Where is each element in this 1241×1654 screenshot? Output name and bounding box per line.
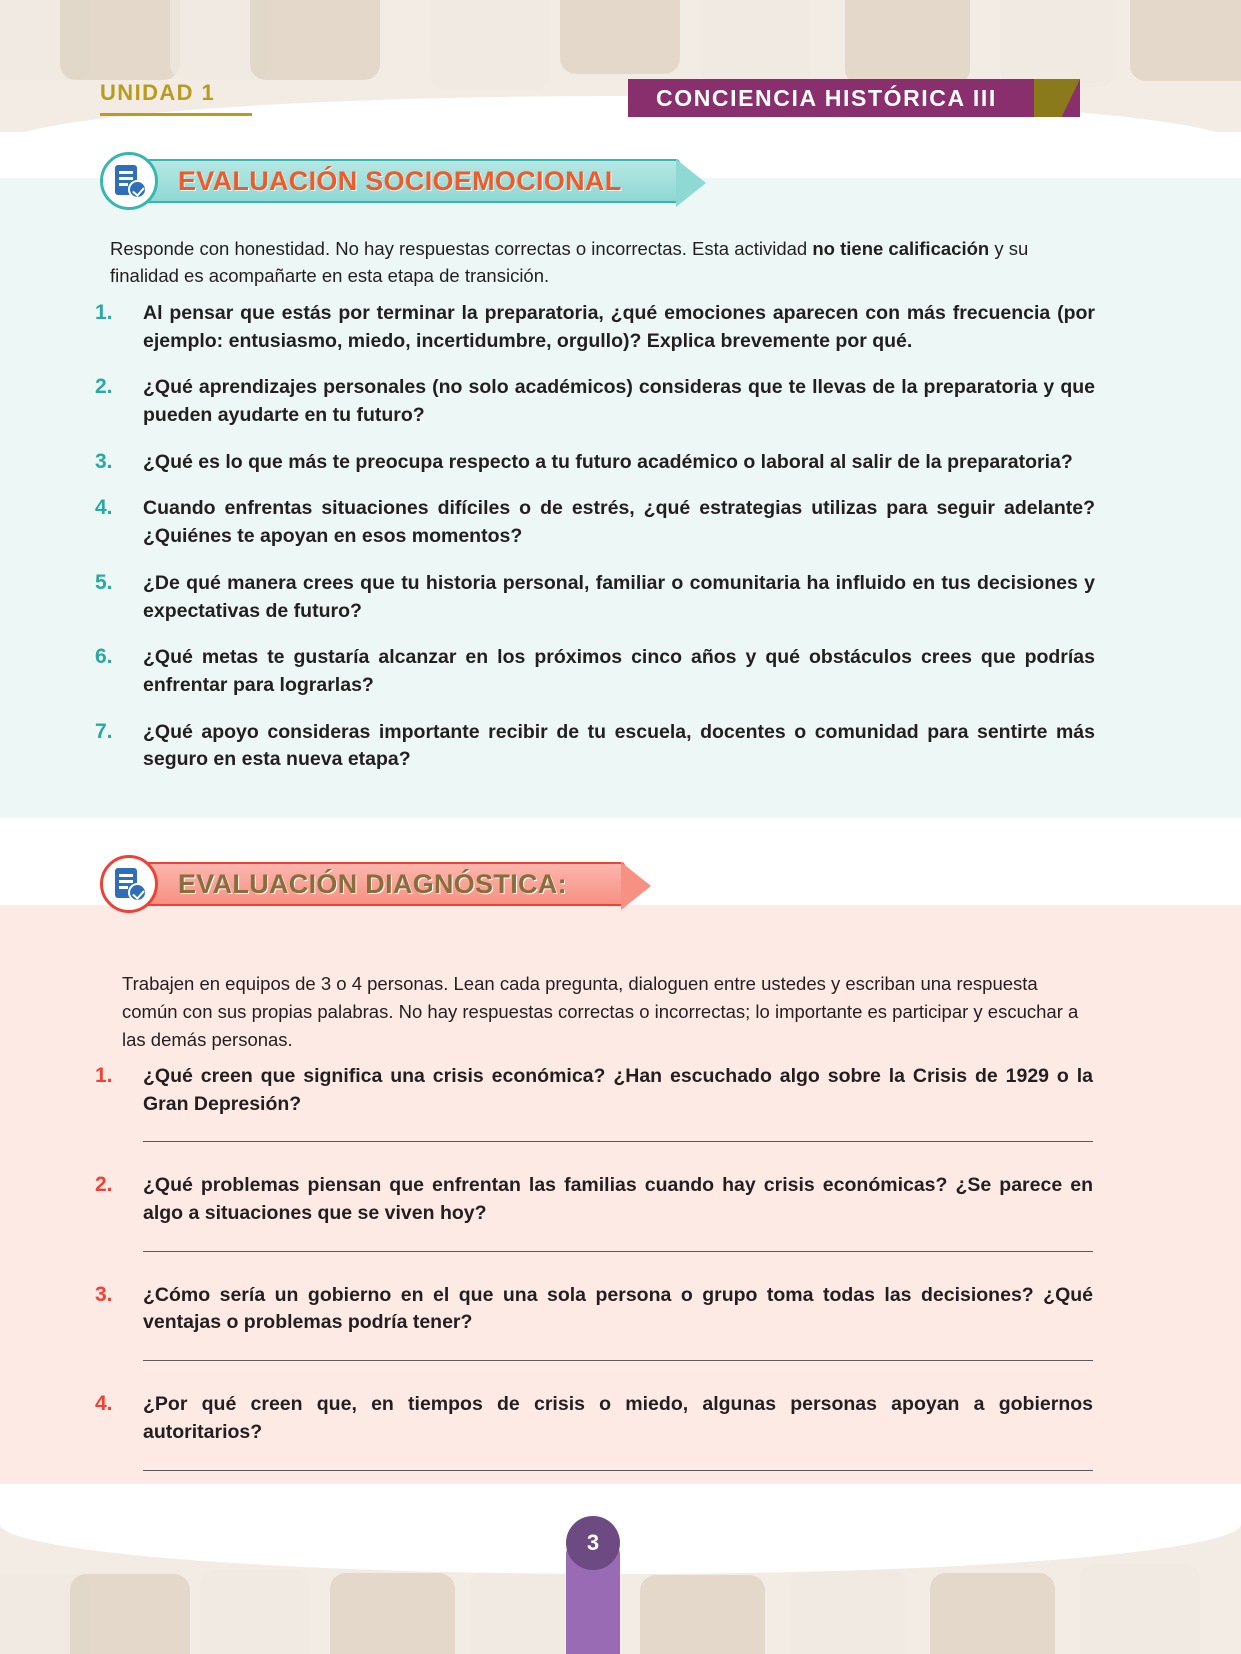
socioemocional-intro-part2: y su finalidad es acompañarte en esta etapa de transición.: [110, 238, 1029, 286]
socioemocional-banner: [100, 152, 680, 210]
decor-square: [1130, 0, 1241, 81]
question-text: ¿De qué manera crees que tu historia personal, familiar o comunitaria ha influido en tus decisiones y expectativas de futuro?: [143, 571, 1095, 622]
question-text: Al pensar que estás por terminar la preparatoria, ¿qué emociones aparecen con más frecuencia (por ejemplo: entusiasmo, miedo, incertidumbre, orgullo)? Explica brevemente por qué.: [143, 302, 1095, 352]
unit-underline: [100, 113, 252, 116]
decor-square: [640, 1575, 765, 1654]
diagnostica-question-list: [95, 1063, 1095, 1501]
list-item: [95, 644, 1095, 699]
question-number: 3.: [95, 1282, 113, 1306]
decor-square: [845, 0, 970, 85]
question-number: 7.: [95, 719, 113, 743]
answer-line[interactable]: [143, 1122, 1093, 1142]
answer-line[interactable]: [143, 1341, 1093, 1361]
question-number: 5.: [95, 570, 113, 594]
socioemocional-banner-bar: [144, 159, 680, 203]
subject-title: CONCIENCIA HISTÓRICA III: [656, 84, 997, 111]
list-item: [95, 300, 1095, 355]
decor-square: [700, 0, 810, 86]
diagnostica-intro: Trabajen en equipos de 3 o 4 personas. Lean cada pregunta, dialoguen entre ustedes y escriban una respuesta común con sus propias palabras. No hay respuestas correctas o incorrectas; lo importante es participar y escuchar a las demás personas.: [122, 973, 1079, 1050]
socioemocional-intro: [110, 236, 1100, 290]
document-check-icon: [100, 152, 158, 210]
decor-square: [330, 1573, 455, 1654]
question-number: 3.: [95, 449, 113, 473]
decor-square: [1000, 0, 1115, 87]
list-item: [95, 449, 1095, 477]
list-item: [95, 1063, 1095, 1142]
footer-white-curve: [0, 1484, 1241, 1574]
document-check-icon: [100, 855, 158, 913]
list-item: [95, 374, 1095, 429]
decor-square: [200, 1570, 310, 1654]
decor-square: [930, 1573, 1055, 1654]
decor-square: [70, 1574, 190, 1654]
answer-line[interactable]: [143, 1451, 1093, 1471]
list-item: [95, 1172, 1095, 1251]
question-text: ¿Qué metas te gustaría alcanzar en los próximos cinco años y qué obstáculos crees que podrías enfrentar para lograrlas?: [143, 646, 1095, 696]
question-number: 2.: [95, 1173, 113, 1197]
diagnostica-banner-title: EVALUACIÓN DIAGNÓSTICA:: [178, 868, 567, 899]
question-number: 4.: [95, 1392, 113, 1416]
subject-title-ribbon: [628, 79, 1080, 117]
decor-square: [430, 0, 550, 90]
question-text: ¿Cómo sería un gobierno en el que una sola persona o grupo toma todas las decisiones? ¿Qué ventajas o problemas podría tener?: [143, 1283, 1093, 1334]
question-text: ¿Qué problemas piensan que enfrentan las familias cuando hay crisis económicas? ¿Se parece en algo a situaciones que se viven hoy?: [143, 1174, 1093, 1225]
socioemocional-intro-part1: Responde con honestidad. No hay respuestas correctas o incorrectas. Esta actividad: [110, 238, 813, 259]
list-item: [95, 1391, 1095, 1470]
list-item: [95, 570, 1095, 625]
bottom-decorative-band: [0, 1484, 1241, 1654]
question-number: 4.: [95, 496, 113, 520]
decor-square: [790, 1567, 905, 1654]
decor-square: [250, 0, 380, 80]
question-text: ¿Por qué creen que, en tiempos de crisis o miedo, algunas personas apoyan a gobiernos autoritarios?: [143, 1393, 1093, 1443]
socioemocional-banner-title: EVALUACIÓN SOCIOEMOCIONAL: [178, 165, 622, 196]
question-text: Cuando enfrentas situaciones difíciles o de estrés, ¿qué estrategias utilizas para seguir adelante? ¿Quiénes te apoyan en esos momentos?: [143, 497, 1095, 548]
diagnostica-banner-bar: [144, 862, 625, 906]
question-number: 6.: [95, 645, 113, 669]
list-item: [95, 719, 1095, 774]
socioemocional-question-list: [95, 300, 1095, 793]
page-number: 3: [566, 1516, 620, 1570]
list-item: [95, 1282, 1095, 1361]
question-number: 1.: [95, 1064, 113, 1087]
list-item: [95, 495, 1095, 550]
question-number: 2.: [95, 375, 113, 399]
question-number: 1.: [95, 301, 113, 324]
decor-square: [1080, 1564, 1200, 1654]
question-text: ¿Qué creen que significa una crisis económica? ¿Han escuchado algo sobre la Crisis de 1929 o la Gran Depresión?: [143, 1065, 1093, 1115]
answer-line[interactable]: [143, 1232, 1093, 1252]
diagnostica-banner: [100, 855, 625, 913]
decor-square: [560, 0, 680, 74]
socioemocional-intro-bold: no tiene calificación: [812, 238, 990, 259]
decor-square: [60, 0, 180, 80]
unit-label: UNIDAD 1: [100, 80, 216, 105]
question-text: ¿Qué apoyo consideras importante recibir de tu escuela, docentes o comunidad para sentirte más seguro en esta nueva etapa?: [143, 720, 1095, 771]
question-text: ¿Qué aprendizajes personales (no solo académicos) consideras que te llevas de la preparatoria y que pueden ayudarte en tu futuro?: [143, 376, 1095, 427]
question-text: ¿Qué es lo que más te preocupa respecto a tu futuro académico o laboral al salir de la preparatoria?: [143, 450, 1073, 473]
